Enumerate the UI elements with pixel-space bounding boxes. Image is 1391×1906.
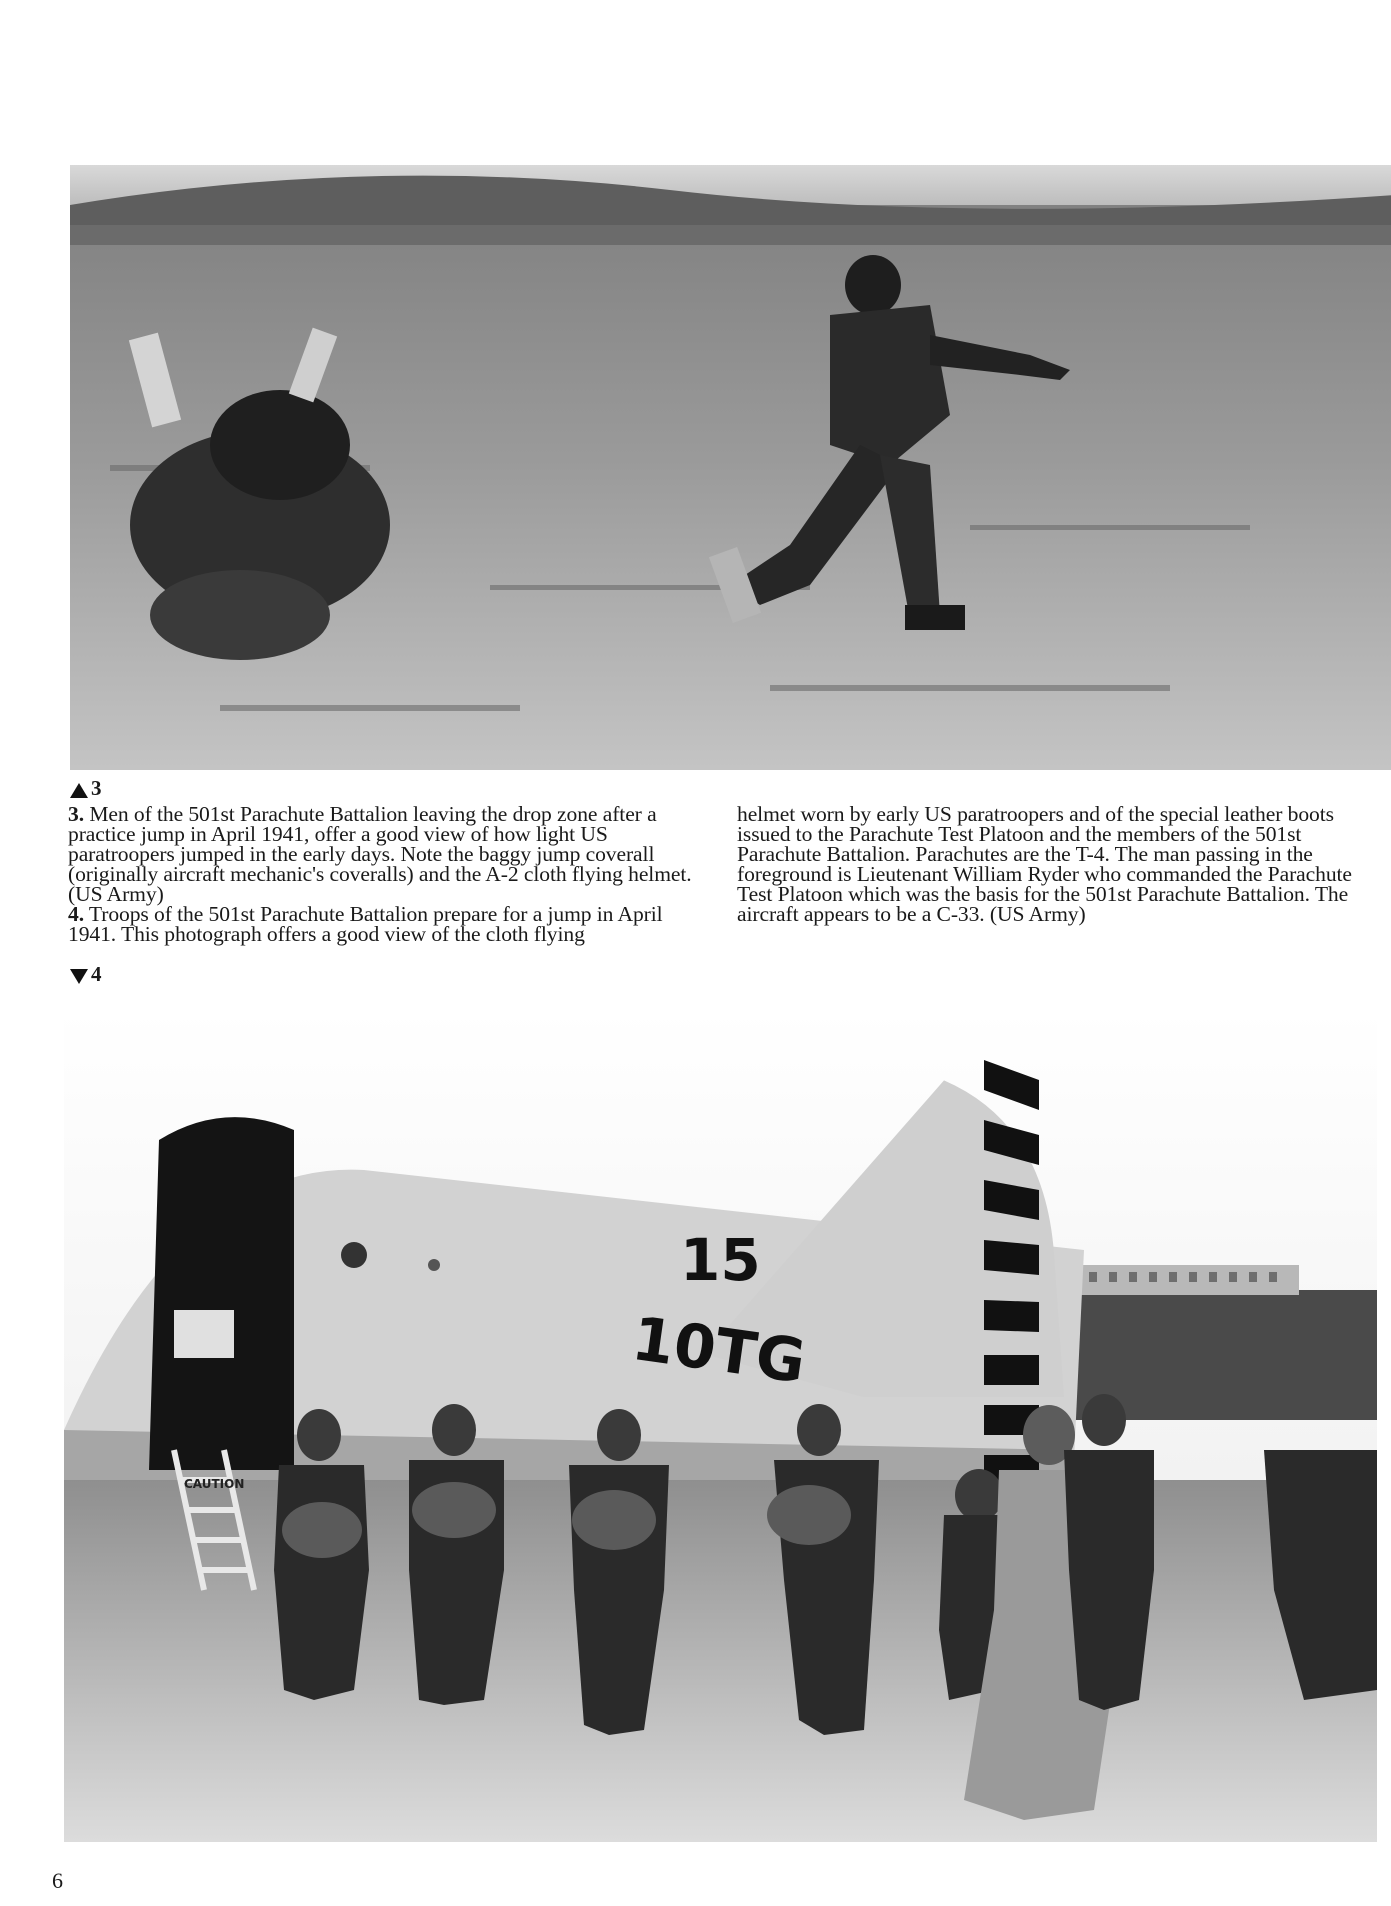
aircraft-door (149, 1117, 294, 1470)
photo-3-illustration (70, 165, 1391, 770)
caption-4-text-part1: Troops of the 501st Parachute Battalion prepare for a jump in April 1941. This photograph offers a good view of the cloth flying (68, 902, 663, 946)
photo-3-marker (70, 778, 102, 799)
tail-code-top: 15 (680, 1226, 761, 1294)
photo-troops-before-aircraft (64, 1010, 1377, 1842)
photo-4-illustration (64, 1010, 1377, 1842)
caption-column-right (737, 804, 1377, 924)
photo-4-marker-number: 4 (91, 962, 102, 986)
caption-column-left (68, 804, 700, 944)
photo-3-marker-number: 3 (91, 776, 102, 800)
caption-4-text-part2: helmet worn by early US paratroopers and of the special leather boots issued to the Parachute Test Platoon and the members of the 501st Parachute Battalion. Parachutes are the T-4. The man passing in the foreground is Lieutenant William Ryder who commanded the Parachute Test Platoon which was the basis for the 501st Parachute Battalion. The aircraft appears to be a C-33. (US Army) (737, 802, 1352, 926)
caption-4-start (68, 904, 700, 944)
door-caution-sign: CAUTION (184, 1477, 245, 1491)
caption-3 (68, 804, 700, 904)
page-number: 6 (52, 1868, 63, 1893)
triangle-down-icon (70, 969, 88, 984)
door-window-sign (174, 1310, 234, 1358)
caption-4-continued (737, 804, 1377, 924)
caption-4-number: 4. (68, 902, 84, 926)
caption-3-number: 3. (68, 802, 84, 826)
caption-3-text: Men of the 501st Parachute Battalion leaving the drop zone after a practice jump in April 1941, offer a good view of how light US paratroopers jumped in the early days. Note the baggy jump coverall (originally aircraft mechanic's coveralls) and the A-2 cloth flying helmet. (US Army) (68, 802, 692, 906)
photo-4-marker (70, 964, 102, 985)
tail-code-bottom: 10TG (627, 1303, 810, 1398)
triangle-up-icon (70, 783, 88, 798)
photo-paratroopers-drop-zone (70, 165, 1391, 770)
